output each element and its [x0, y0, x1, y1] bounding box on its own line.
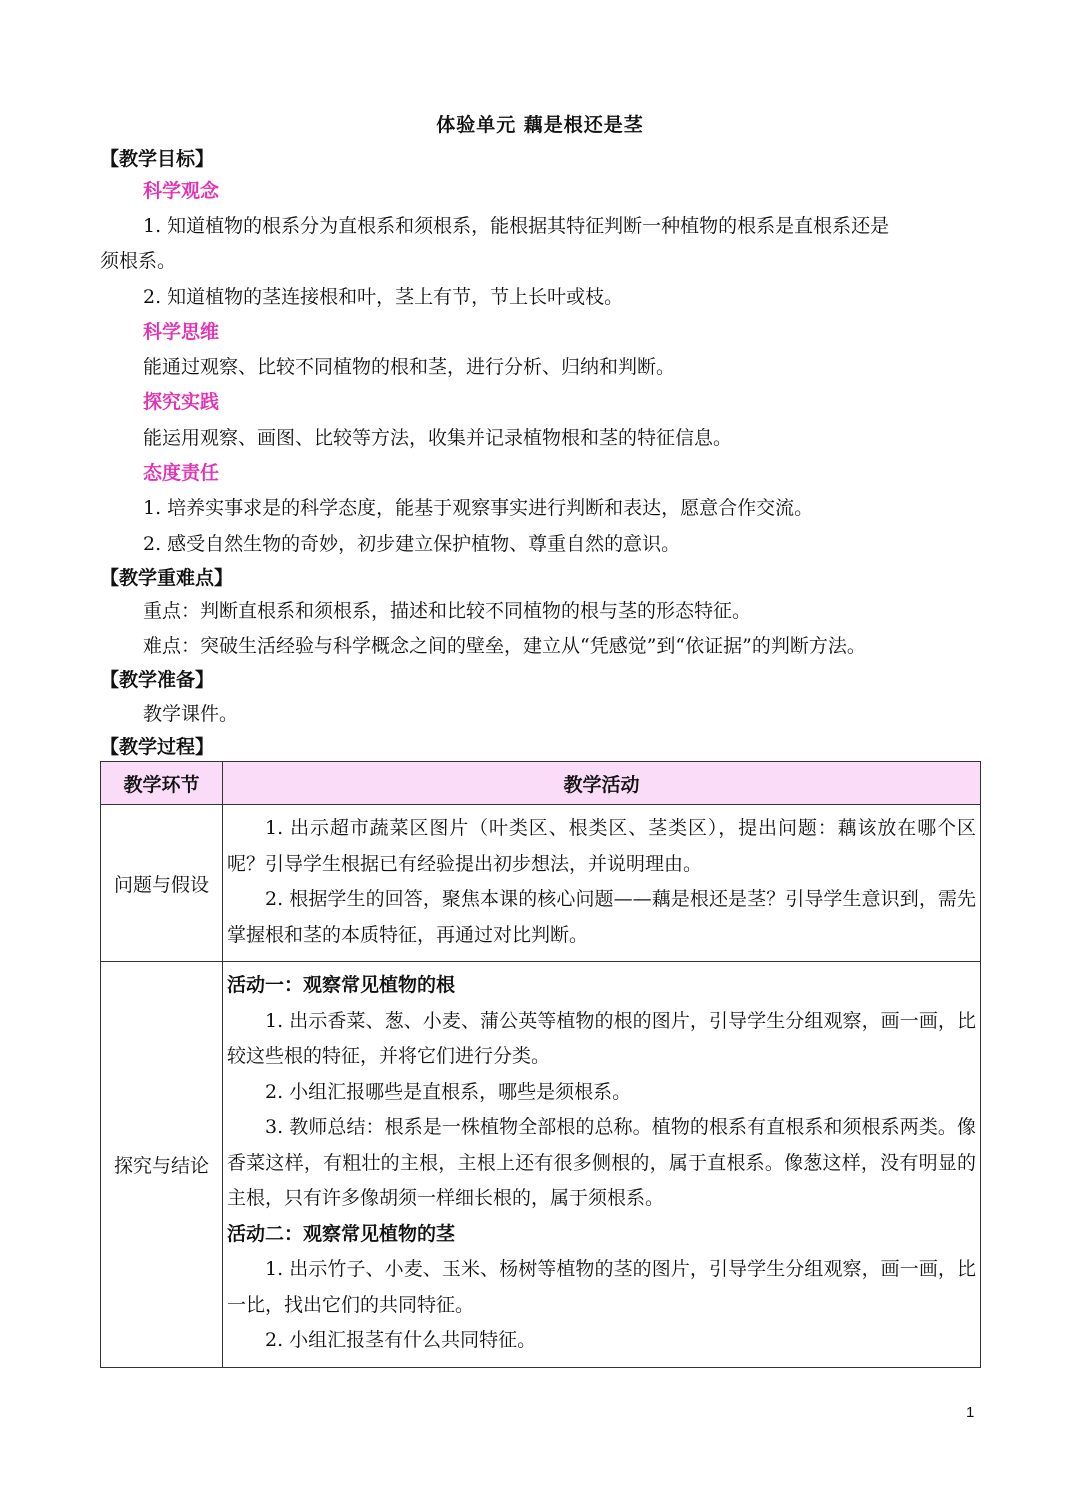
- page-number: 1: [966, 1404, 975, 1421]
- activity-cell: [223, 805, 981, 962]
- activity-paragraph: 1. 出示超市蔬菜区图片（叶类区、根类区、茎类区），提出问题：藕该放在哪个区呢？引导学生根据已有经验提出初步想法，并说明理由。: [227, 817, 976, 875]
- subheading-concept: 科学观念: [143, 180, 220, 202]
- activity-cell: [223, 962, 981, 1368]
- section-process: 【教学过程】: [100, 736, 215, 758]
- objective-thinking-1: 能通过观察、比较不同植物的根和茎，进行分析、归纳和判断。: [143, 356, 676, 378]
- table-row: [101, 805, 981, 962]
- objective-attitude-2: 2. 感受自然生物的奇妙，初步建立保护植物、尊重自然的意识。: [143, 533, 681, 555]
- stage-cell: 探究与结论: [101, 962, 223, 1368]
- keypoint-key: 重点：判断直根系和须根系，描述和比较不同植物的根与茎的形态特征。: [143, 600, 752, 622]
- preparation-text: 教学课件。: [143, 703, 239, 725]
- activity-paragraph: 2. 小组汇报哪些是直根系，哪些是须根系。: [265, 1080, 632, 1103]
- table-header-row: [101, 762, 981, 805]
- activity-paragraph: 1. 出示竹子、小麦、玉米、杨树等植物的茎的图片，引导学生分组观察，画一画，比一比，找出它们的共同特征。: [227, 1258, 976, 1316]
- header-stage: 教学环节: [101, 762, 223, 805]
- activity-paragraph: 2. 根据学生的回答，聚焦本课的核心问题——藕是根还是茎？引导学生意识到，需先掌握根和茎的本质特征，再通过对比判断。: [227, 888, 976, 946]
- objective-attitude-1: 1. 培养实事求是的科学态度，能基于观察事实进行判断和表达，愿意合作交流。: [143, 497, 814, 519]
- objective-practice-1: 能运用观察、画图、比较等方法，收集并记录植物根和茎的特征信息。: [143, 427, 733, 449]
- keypoint-difficult: 难点：突破生活经验与科学概念之间的壁垒，建立从“凭感觉”到“依证据”的判断方法。: [143, 635, 866, 657]
- activity-paragraph: 2. 小组汇报茎有什么共同特征。: [265, 1329, 537, 1351]
- objective-concept-2: 2. 知道植物的茎连接根和叶，茎上有节，节上长叶或枝。: [143, 286, 624, 308]
- section-keypoints: 【教学重难点】: [100, 567, 234, 589]
- activity-paragraph: 3. 教师总结：根系是一株植物全部根的总称。植物的根系有直根系和须根系两类。像香菜这样，有粗壮的主根，主根上还有很多侧根的，属于直根系。像葱这样，没有明显的主根，只有许多像胡须一样细长根的，属于须根系。: [227, 1116, 976, 1209]
- process-table: [100, 761, 981, 1368]
- header-activity: 教学活动: [223, 762, 981, 805]
- section-preparation: 【教学准备】: [100, 669, 215, 691]
- subheading-attitude: 态度责任: [143, 462, 220, 484]
- activity-title: 活动二：观察常见植物的茎: [227, 1222, 456, 1245]
- objective-concept-1-cont: 须根系。: [100, 250, 177, 272]
- stage-cell: 问题与假设: [101, 805, 223, 962]
- objective-concept-1: 1. 知道植物的根系分为直根系和须根系，能根据其特征判断一种植物的根系是直根系还是: [143, 215, 890, 237]
- activity-paragraph: 1. 出示香菜、葱、小麦、蒲公英等植物的根的图片，引导学生分组观察，画一画，比较这些根的特征，并将它们进行分类。: [227, 1009, 976, 1067]
- activity-title: 活动一：观察常见植物的根: [227, 974, 456, 996]
- subheading-practice: 探究实践: [143, 391, 220, 413]
- subheading-thinking: 科学思维: [143, 321, 220, 343]
- page-title: 体验单元 藕是根还是茎: [436, 114, 644, 136]
- section-objectives: 【教学目标】: [100, 148, 215, 170]
- table-row: [101, 962, 981, 1368]
